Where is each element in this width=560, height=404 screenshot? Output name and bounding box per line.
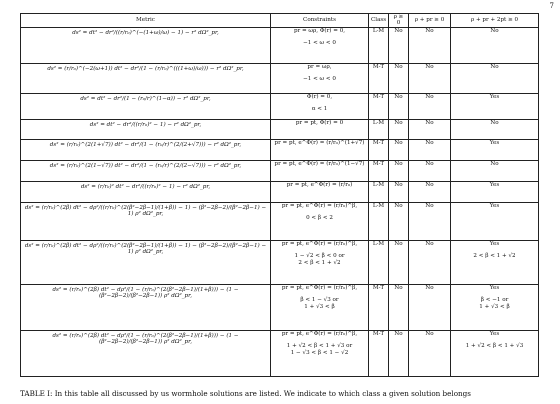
strong-energy-line: Yes [489,181,500,188]
strong-energy-cell [451,93,539,119]
null-energy-cell: No [409,181,451,202]
constraints-cell [271,93,369,119]
metric-cell: ds² = dt² − dr²/(1 − (r₀/r)^(1−α)) − r² dΩ²_pr, [21,93,271,119]
constraint-line: pr = pt, e^Φ(r) = (r/r₀)^β, [281,202,358,209]
constraint-line: 0 < β < 2 [306,215,333,222]
weak-energy-cell: No [389,284,409,330]
header-weak: ρ ≥ 0 [389,14,409,28]
class-cell: L-M [369,27,389,63]
class-cell: L-M [369,240,389,284]
strong-energy-line: Yes [489,202,500,209]
solutions-table [20,13,539,377]
header-constraints: Constraints [271,14,369,28]
null-energy-cell: No [409,284,451,330]
weak-energy-cell: No [389,119,409,139]
strong-energy-cell [451,284,539,330]
null-energy-cell: No [409,139,451,160]
null-energy-cell: No [409,63,451,93]
metric-cell: ds² = (r/r₀)^(−2(ω+1)) dt² − dr²/(1 − (r/r₀)^(((1+ω)/ω))) − r² dΩ²_pr, [21,63,271,93]
null-energy-cell: No [409,160,451,181]
table-caption: TABLE I: In this table all discussed by us wormhole solutions are listed. We indicate to which class a given solution belongs [20,389,471,398]
constraint-line: 2 < β < 1 + √2 [298,259,341,266]
header-metric: Metric [21,14,271,28]
null-energy-cell: No [409,27,451,63]
null-energy-cell: No [409,93,451,119]
constraints-cell [271,119,369,139]
table-row [21,63,539,93]
strong-energy-cell [451,63,539,93]
strong-energy-cell [451,240,539,284]
class-cell: M-T [369,139,389,160]
class-cell: M-T [369,284,389,330]
null-energy-cell: No [409,330,451,376]
metric-cell: ds² = (r/r₀)^(2β) dt² − dρ²/((r/r₀)^(2(β²−2β−1)/(1+β)) − 1) − (β²−2β−2)/(β²−2β−1) − 1) ρ² dΩ²_pr, [21,240,271,284]
table-row [21,119,539,139]
metric-cell: ds² = (r/r₀)² dt² − dr²/((r/r₀)² − 1) − r² dΩ²_pr, [21,181,271,202]
constraint-line: β < 1 − √3 or [300,297,339,304]
constraint-line: pr = pt, e^Φ(r) = (r/r₀)^β, [281,284,358,291]
weak-energy-cell: No [389,160,409,181]
table-row [21,93,539,119]
table-row [21,284,539,330]
strong-energy-line: 1 + √2 < β < 1 + √3 [465,343,524,350]
header-strong: ρ + pr + 2pt ≥ 0 [451,14,539,28]
strong-energy-cell [451,202,539,240]
constraint-line: α < 1 [311,106,328,113]
strong-energy-line: β < −1 or [480,297,509,304]
strong-energy-line: No [490,160,499,167]
strong-energy-line: 2 < β < 1 + √2 [473,253,516,260]
strong-energy-line: Yes [489,240,500,247]
constraint-line: pr = pt, e^Φ(r) = (r/r₀)^β, [281,240,358,247]
constraints-cell [271,284,369,330]
strong-energy-line: Yes [489,330,500,337]
strong-energy-line: 1 + √3 < β [479,303,510,310]
metric-cell: ds² = (r/r₀)^(2β) dt² − dρ²/(1 − (r/r₀)^(2(β²−2β−1)/(1+β))) − (1 − (β²−2β−2)/(β²−2β−1)) ρ² dΩ²_pr, [21,284,271,330]
metric-cell: ds² = dt² − dr²/((r/r₀)² − 1) − r² dΩ²_pr, [21,119,271,139]
constraints-cell [271,160,369,181]
strong-energy-line: No [490,63,499,70]
constraint-line: Φ(r) = 0, [306,93,333,100]
constraints-cell [271,27,369,63]
constraint-line: 1 + √3 < β [304,303,335,310]
constraint-line: 1 + √2 < β < 1 + √3 or [286,343,353,350]
constraint-line: pr = pt, e^Φ(r) = (r/r₀)^β, [281,330,358,337]
strong-energy-line: Yes [489,284,500,291]
class-cell: L-M [369,119,389,139]
class-cell: M-T [369,160,389,181]
strong-energy-line: Yes [489,93,500,100]
weak-energy-cell: No [389,139,409,160]
weak-energy-cell: No [389,240,409,284]
class-cell: L-M [369,202,389,240]
metric-cell: ds² = (r/r₀)^(2(1+√7)) dt² − dr²/(1 − (r₀/r)^(2/(2+√7))) − r² dΩ²_pr, [21,139,271,160]
weak-energy-cell: No [389,181,409,202]
class-cell: M-T [369,93,389,119]
strong-energy-cell [451,330,539,376]
strong-energy-line: No [490,119,499,126]
weak-energy-cell: No [389,202,409,240]
metric-cell: ds² = dt² − dr²/((r/r₀)^(−(1+ω)/ω) − 1) − r² dΩ²_pr, [21,27,271,63]
page-number: 7 [549,2,554,10]
constraint-line: −1 < ω < 0 [303,40,336,47]
table-row [21,240,539,284]
header-null: ρ + pr ≥ 0 [409,14,451,28]
table-row [21,330,539,376]
constraint-line: pr = pt, e^Φ(r) = (r/r₀)^(1−√7) [274,160,365,167]
table-row [21,139,539,160]
constraint-line: pr = ωρ, [307,63,332,70]
strong-energy-cell [451,160,539,181]
weak-energy-cell: No [389,93,409,119]
class-cell: L-M [369,181,389,202]
table-row [21,27,539,63]
metric-cell: ds² = (r/r₀)^(2β) dt² − dρ²/(1 − (r/r₀)^(2(β²−2β−1)/(1+β))) − (1 − (β²−2β−2)/(β²−2β−1)) ρ² dΩ²_pr, [21,330,271,376]
strong-energy-cell [451,181,539,202]
metric-cell: ds² = (r/r₀)^(2β) dt² − dρ²/((r/r₀)^(2(β²−2β−1)/(1+β)) − 1) − (β²−2β−2)/(β²−2β−1) − 1) ρ² dΩ²_pr, [21,202,271,240]
null-energy-cell: No [409,240,451,284]
weak-energy-cell: No [389,63,409,93]
strong-energy-line: No [490,27,499,34]
weak-energy-cell: No [389,330,409,376]
constraint-line: pr = pt, Φ(r) = 0 [295,119,344,126]
constraint-line: pr = pt, e^Φ(r) = (r/r₀)^(1+√7) [274,139,365,146]
constraints-cell [271,240,369,284]
constraints-cell [271,181,369,202]
constraint-line: −1 < ω < 0 [303,76,336,83]
constraints-cell [271,139,369,160]
table-row [21,202,539,240]
table-row [21,181,539,202]
constraint-line: pr = ωρ, Φ(r) = 0, [293,27,346,34]
constraint-line: pr = pt, e^Φ(r) = (r/r₀) [286,181,353,188]
constraints-cell [271,202,369,240]
constraints-cell [271,63,369,93]
strong-energy-cell [451,119,539,139]
strong-energy-cell [451,27,539,63]
table-header-row [21,14,539,28]
strong-energy-line: Yes [489,139,500,146]
constraints-cell [271,330,369,376]
strong-energy-cell [451,139,539,160]
metric-cell: ds² = (r/r₀)^(2(1−√7)) dt² − dr²/(1 − (r₀/r)^(2/(2−√7))) − r² dΩ²_pr, [21,160,271,181]
null-energy-cell: No [409,202,451,240]
constraint-line: 1 − √3 < β < 1 − √2 [290,349,349,356]
header-class: Class [369,14,389,28]
class-cell: M-T [369,330,389,376]
class-cell: M-T [369,63,389,93]
table-row [21,160,539,181]
constraint-line: 1 − √2 < β < 0 or [294,253,345,260]
null-energy-cell: No [409,119,451,139]
weak-energy-cell: No [389,27,409,63]
